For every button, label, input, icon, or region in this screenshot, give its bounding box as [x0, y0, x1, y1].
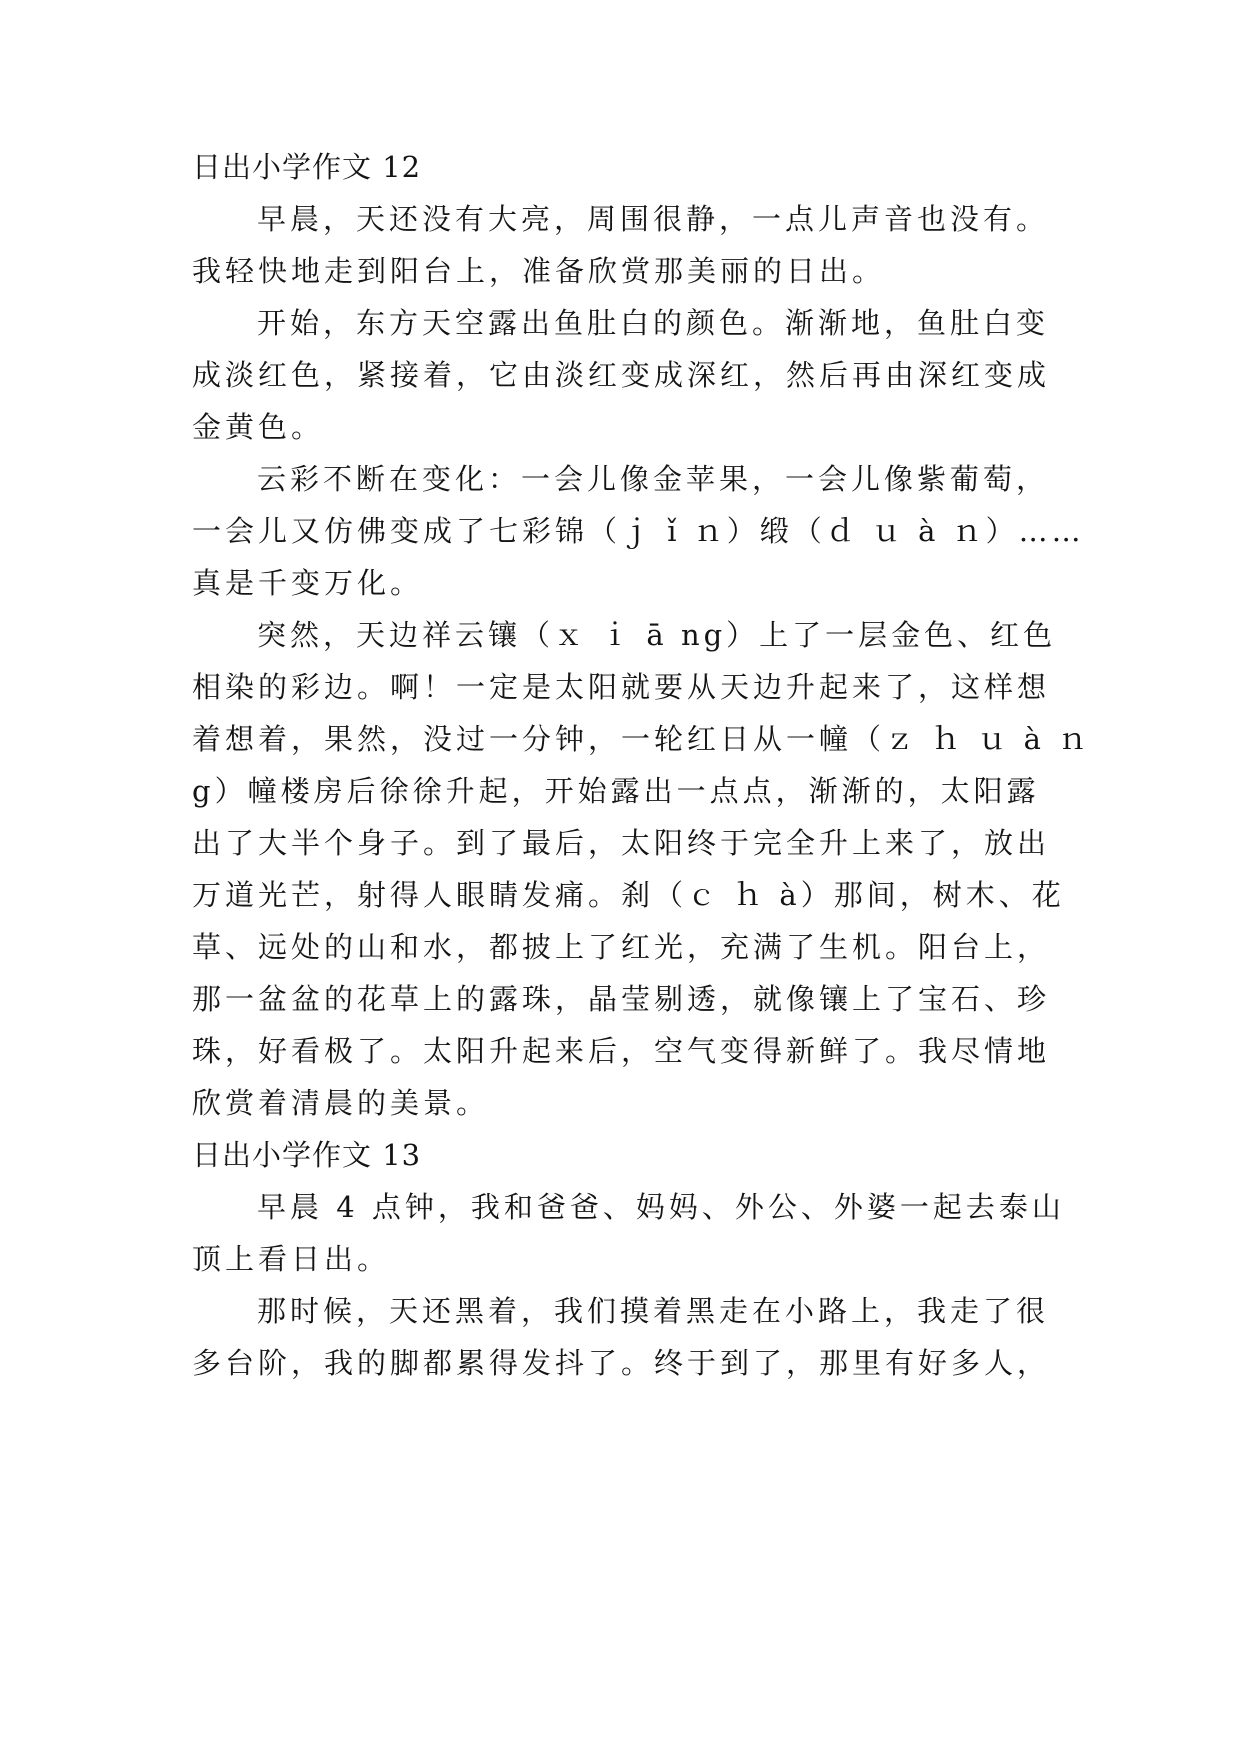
- section-title: 日出小学作文 13: [192, 1138, 422, 1172]
- paragraph-line: 珠，好看极了。太阳升起来后，空气变得新鲜了。我尽情地: [192, 1034, 1051, 1068]
- paragraph-line: 开始，东方天空露出鱼肚白的颜色。渐渐地，鱼肚白变: [257, 306, 1050, 340]
- paragraph-line: 真是千变万化。: [192, 566, 424, 600]
- paragraph-line: 多台阶，我的脚都累得发抖了。终于到了，那里有好多人，: [192, 1346, 1051, 1380]
- paragraph-line: 金黄色。: [192, 410, 325, 444]
- paragraph-line: 早晨，天还没有大亮，周围很静，一点儿声音也没有。: [257, 202, 1050, 236]
- paragraph-line: 万道光芒，射得人眼睛发痛。刹（ｃ ｈ à）那间，树木、花: [192, 878, 1065, 912]
- paragraph-line: 突然，天边祥云镶（ｘ ｉ ā ng）上了一层金色、红色: [257, 618, 1057, 652]
- paragraph-line: 相染的彩边。啊！一定是太阳就要从天边升起来了，这样想: [192, 670, 1051, 704]
- section-title: 日出小学作文 12: [192, 150, 422, 184]
- paragraph-line: 顶上看日出。: [192, 1242, 391, 1276]
- paragraph-line: 那时候，天还黑着，我们摸着黑走在小路上，我走了很: [257, 1294, 1050, 1328]
- paragraph-line: 我轻快地走到阳台上，准备欣赏那美丽的日出。: [192, 254, 886, 288]
- paragraph-line: 成淡红色，紧接着，它由淡红变成深红，然后再由深红变成: [192, 358, 1051, 392]
- paragraph-line: 早晨 4 点钟，我和爸爸、妈妈、外公、外婆一起去泰山: [257, 1190, 1065, 1224]
- paragraph-line: 欣赏着清晨的美景。: [192, 1086, 490, 1120]
- paragraph-line: g）幢楼房后徐徐升起，开始露出一点点，渐渐的，太阳露: [192, 774, 1040, 808]
- paragraph-line: 云彩不断在变化：一会儿像金苹果，一会儿像紫葡萄，: [257, 462, 1050, 496]
- paragraph-line: 一会儿又仿佛变成了七彩锦（ｊ ǐ ｎ）缎（ｄ ｕ à ｎ）……: [192, 514, 1085, 548]
- paragraph-line: 着想着，果然，没过一分钟，一轮红日从一幢（ｚ ｈ ｕ à ｎ: [192, 722, 1092, 756]
- paragraph-line: 那一盆盆的花草上的露珠，晶莹剔透，就像镶上了宝石、珍: [192, 982, 1051, 1016]
- paragraph-line: 草、远处的山和水，都披上了红光，充满了生机。阳台上，: [192, 930, 1051, 964]
- paragraph-line: 出了大半个身子。到了最后，太阳终于完全升上来了，放出: [192, 826, 1051, 860]
